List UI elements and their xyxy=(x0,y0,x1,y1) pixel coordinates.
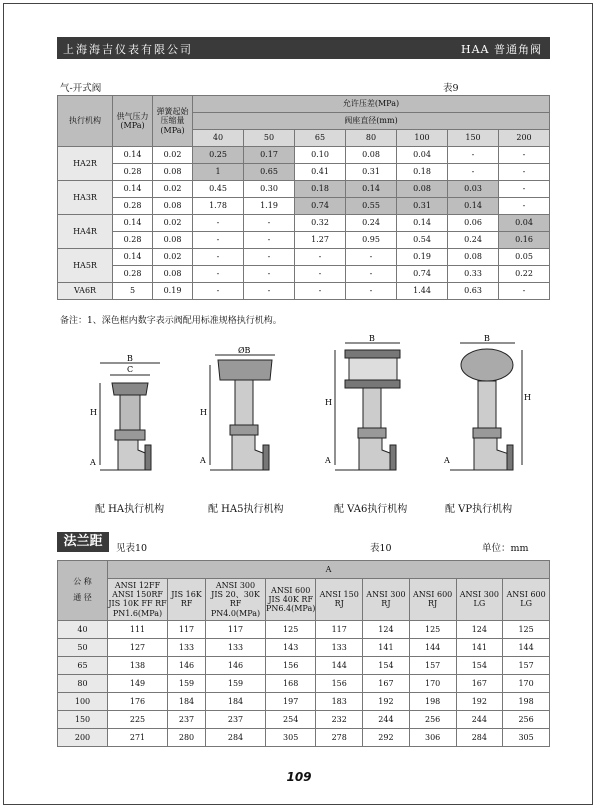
flange-col-header: ANSI 12FF ANSI 150RF JIS 10K FF RF PN1.6(MPa) xyxy=(108,579,168,621)
table-row xyxy=(58,638,550,656)
flange-value-cell: 146 xyxy=(206,656,266,674)
dn-header: 200 xyxy=(499,130,550,147)
flange-value-cell: 192 xyxy=(363,692,410,710)
col-spring-compression: 弹簧起始 压缩量 (MPa) xyxy=(153,96,193,147)
flange-value-cell: 125 xyxy=(266,620,316,638)
flange-value-cell: 256 xyxy=(503,710,550,728)
flange-value-cell: 280 xyxy=(168,728,206,746)
dp-cell: - xyxy=(499,283,550,300)
flange-value-cell: 117 xyxy=(206,620,266,638)
supply-pressure-cell: 0.14 xyxy=(113,181,153,198)
col-A: A xyxy=(108,561,550,579)
table-row xyxy=(58,656,550,674)
caption-ha: 配 HA执行机构 xyxy=(95,504,165,515)
col-actuator: 执行机构 xyxy=(58,96,113,147)
supply-pressure-cell: 0.28 xyxy=(113,198,153,215)
flange-value-cell: 305 xyxy=(503,728,550,746)
col-nominal-dia xyxy=(58,561,108,621)
dp-cell: - xyxy=(346,249,397,266)
dp-cell: 0.14 xyxy=(448,198,499,215)
flange-value-cell: 149 xyxy=(108,674,168,692)
flange-col-header: ANSI 300 LG xyxy=(456,579,503,621)
ha-actuator-drawing xyxy=(90,355,170,480)
table-row xyxy=(58,215,550,232)
flange-col-header: ANSI 600 RJ xyxy=(409,579,456,621)
dp-cell: 0.25 xyxy=(193,147,244,164)
supply-pressure-cell: 0.28 xyxy=(113,266,153,283)
flange-value-cell: 117 xyxy=(316,620,363,638)
dp-cell: - xyxy=(499,181,550,198)
dp-cell: 0.24 xyxy=(346,215,397,232)
series-title: HAA 普通角阀 xyxy=(461,43,542,56)
flange-table xyxy=(57,560,550,747)
actuator-name: VA6R xyxy=(58,283,113,300)
flange-section-title: 法兰距 xyxy=(57,532,109,552)
dp-cell: 0.10 xyxy=(295,147,346,164)
dp-cell: 0.33 xyxy=(448,266,499,283)
dp-cell: 0.08 xyxy=(448,249,499,266)
supply-pressure-cell: 5 xyxy=(113,283,153,300)
flange-value-cell: 156 xyxy=(266,656,316,674)
dp-cell: - xyxy=(346,266,397,283)
page-header xyxy=(57,37,550,59)
dp-cell: 0.04 xyxy=(499,215,550,232)
dp-cell: 1.78 xyxy=(193,198,244,215)
dp-cell: - xyxy=(499,198,550,215)
flange-value-cell: 124 xyxy=(363,620,410,638)
table-row xyxy=(58,728,550,746)
dp-cell: 0.63 xyxy=(448,283,499,300)
flange-value-cell: 292 xyxy=(363,728,410,746)
table9-note: 备注：1、深色框内数字表示阀配用标准规格执行机构。 xyxy=(60,316,282,326)
spring-cell: 0.19 xyxy=(153,283,193,300)
flange-value-cell: 124 xyxy=(456,620,503,638)
dn-header: 40 xyxy=(193,130,244,147)
dp-cell: 0.55 xyxy=(346,198,397,215)
dp-cell: 0.45 xyxy=(193,181,244,198)
flange-col-header: ANSI 600 LG xyxy=(503,579,550,621)
dp-cell: 0.06 xyxy=(448,215,499,232)
flange-value-cell: 197 xyxy=(266,692,316,710)
flange-col-header: ANSI 300 JIS 20、30K RF PN4.0(MPa) xyxy=(206,579,266,621)
dim-B-label-4: B xyxy=(484,334,490,343)
dp-cell: - xyxy=(244,283,295,300)
flange-value-cell: 176 xyxy=(108,692,168,710)
flange-value-cell: 237 xyxy=(206,710,266,728)
flange-value-cell: 167 xyxy=(363,674,410,692)
supply-pressure-cell: 0.28 xyxy=(113,232,153,249)
table-row xyxy=(58,692,550,710)
dp-cell: - xyxy=(346,283,397,300)
dim-C-label: C xyxy=(127,365,134,374)
flange-value-cell: 156 xyxy=(316,674,363,692)
flange-col-header: ANSI 150 RJ xyxy=(316,579,363,621)
table-row xyxy=(58,164,550,181)
flange-value-cell: 170 xyxy=(503,674,550,692)
flange-value-cell: 232 xyxy=(316,710,363,728)
table-row xyxy=(58,198,550,215)
flange-value-cell: 159 xyxy=(206,674,266,692)
flange-value-cell: 125 xyxy=(503,620,550,638)
dp-cell: 0.14 xyxy=(346,181,397,198)
caption-ha5: 配 HA5执行机构 xyxy=(208,504,284,515)
actuator-name: HA2R xyxy=(58,147,113,181)
supply-pressure-cell: 0.14 xyxy=(113,215,153,232)
dp-cell: - xyxy=(193,266,244,283)
flange-value-cell: 244 xyxy=(456,710,503,728)
dp-cell: 0.05 xyxy=(499,249,550,266)
dp-cell: 1.44 xyxy=(397,283,448,300)
table-row xyxy=(58,710,550,728)
flange-value-cell: 306 xyxy=(409,728,456,746)
unit-label: 单位：mm xyxy=(482,543,529,554)
dp-cell: 0.03 xyxy=(448,181,499,198)
vp-actuator-drawing xyxy=(440,335,530,480)
flange-value-cell: 141 xyxy=(456,638,503,656)
dp-cell: - xyxy=(244,249,295,266)
flange-value-cell: 154 xyxy=(456,656,503,674)
table-row xyxy=(58,249,550,266)
dp-cell: 0.18 xyxy=(397,164,448,181)
table9-title: 气-开式阀 xyxy=(60,83,102,94)
flange-value-cell: 117 xyxy=(168,620,206,638)
dp-cell: 0.08 xyxy=(397,181,448,198)
dim-A-label-4: A xyxy=(444,456,450,465)
spring-cell: 0.08 xyxy=(153,164,193,181)
flange-value-cell: 141 xyxy=(363,638,410,656)
dp-cell: 0.14 xyxy=(397,215,448,232)
table9-label: 表9 xyxy=(443,83,459,94)
dp-cell: 0.19 xyxy=(397,249,448,266)
flange-value-cell: 133 xyxy=(316,638,363,656)
dim-B-label-3: B xyxy=(369,334,375,343)
flange-value-cell: 133 xyxy=(206,638,266,656)
ha5-actuator-drawing xyxy=(200,345,285,480)
dp-cell: - xyxy=(295,283,346,300)
flange-value-cell: 271 xyxy=(108,728,168,746)
spring-cell: 0.02 xyxy=(153,181,193,198)
flange-value-cell: 146 xyxy=(168,656,206,674)
flange-value-cell: 278 xyxy=(316,728,363,746)
dim-H-label-3: H xyxy=(325,398,332,407)
flange-value-cell: 183 xyxy=(316,692,363,710)
dp-cell: - xyxy=(193,215,244,232)
dp-cell: - xyxy=(244,215,295,232)
dp-cell: 0.24 xyxy=(448,232,499,249)
pressure-table xyxy=(57,95,550,300)
dim-A-label-2: A xyxy=(200,456,206,465)
dp-cell: 0.18 xyxy=(295,181,346,198)
actuator-name: HA4R xyxy=(58,215,113,249)
dp-cell: 0.41 xyxy=(295,164,346,181)
dim-A-label-3: A xyxy=(325,456,331,465)
supply-pressure-cell: 0.14 xyxy=(113,249,153,266)
flange-col-header: ANSI 300 RJ xyxy=(363,579,410,621)
dim-H-label-4: H xyxy=(524,393,531,402)
col-dia-text: 通 径 xyxy=(73,593,92,603)
flange-col-header: ANSI 600 JIS 40K RF PN6.4(MPa) xyxy=(266,579,316,621)
dp-cell: 0.74 xyxy=(397,266,448,283)
dim-H-label: H xyxy=(90,408,97,417)
nominal-dia-cell: 65 xyxy=(58,656,108,674)
dp-cell: 0.31 xyxy=(397,198,448,215)
caption-vp: 配 VP执行机构 xyxy=(445,504,513,515)
dp-cell: 0.17 xyxy=(244,147,295,164)
table-row xyxy=(58,232,550,249)
company-name: 上海海吉仪表有限公司 xyxy=(63,43,193,56)
caption-va6: 配 VA6执行机构 xyxy=(334,504,408,515)
dp-cell: - xyxy=(448,147,499,164)
flange-value-cell: 125 xyxy=(409,620,456,638)
nominal-dia-cell: 150 xyxy=(58,710,108,728)
table-row xyxy=(58,147,550,164)
flange-value-cell: 225 xyxy=(108,710,168,728)
flange-value-cell: 144 xyxy=(316,656,363,674)
dp-cell: 0.30 xyxy=(244,181,295,198)
dp-cell: 0.31 xyxy=(346,164,397,181)
flange-value-cell: 237 xyxy=(168,710,206,728)
flange-value-cell: 133 xyxy=(168,638,206,656)
dp-cell: 0.22 xyxy=(499,266,550,283)
va6-actuator-drawing xyxy=(325,335,410,480)
spring-cell: 0.08 xyxy=(153,232,193,249)
col-nominal-text: 公 称 xyxy=(73,577,92,587)
col-allowable-dp: 允许压差(MPa) xyxy=(193,96,550,113)
flange-value-cell: 256 xyxy=(409,710,456,728)
dp-cell: - xyxy=(295,249,346,266)
dp-cell: 0.04 xyxy=(397,147,448,164)
dp-cell: - xyxy=(244,232,295,249)
col-seat-diameter: 阀座直径(mm) xyxy=(193,113,550,130)
flange-value-cell: 244 xyxy=(363,710,410,728)
nominal-dia-cell: 50 xyxy=(58,638,108,656)
spring-cell: 0.08 xyxy=(153,198,193,215)
spring-cell: 0.02 xyxy=(153,249,193,266)
nominal-dia-cell: 80 xyxy=(58,674,108,692)
flange-value-cell: 198 xyxy=(503,692,550,710)
nominal-dia-cell: 200 xyxy=(58,728,108,746)
actuator-name: HA3R xyxy=(58,181,113,215)
flange-value-cell: 305 xyxy=(266,728,316,746)
supply-pressure-cell: 0.28 xyxy=(113,164,153,181)
dn-header: 100 xyxy=(397,130,448,147)
dim-OB-label: ØB xyxy=(238,346,251,355)
flange-value-cell: 284 xyxy=(456,728,503,746)
dp-cell: 0.08 xyxy=(346,147,397,164)
flange-value-cell: 157 xyxy=(503,656,550,674)
nominal-dia-cell: 40 xyxy=(58,620,108,638)
flange-value-cell: 144 xyxy=(503,638,550,656)
page-number: 109 xyxy=(286,770,312,784)
flange-col-header: JIS 16K RF xyxy=(168,579,206,621)
table10-label: 表10 xyxy=(370,543,392,554)
dp-cell: - xyxy=(499,164,550,181)
dim-B-label: B xyxy=(127,354,133,363)
dp-cell: 0.54 xyxy=(397,232,448,249)
flange-value-cell: 184 xyxy=(206,692,266,710)
dp-cell: 0.74 xyxy=(295,198,346,215)
dp-cell: - xyxy=(193,283,244,300)
table-row xyxy=(58,674,550,692)
actuator-name: HA5R xyxy=(58,249,113,283)
flange-value-cell: 159 xyxy=(168,674,206,692)
dp-cell: - xyxy=(499,147,550,164)
flange-value-cell: 157 xyxy=(409,656,456,674)
flange-value-cell: 254 xyxy=(266,710,316,728)
flange-value-cell: 170 xyxy=(409,674,456,692)
col-supply-pressure: 供气压力 (MPa) xyxy=(113,96,153,147)
flange-value-cell: 167 xyxy=(456,674,503,692)
dn-header: 80 xyxy=(346,130,397,147)
dp-cell: 0.32 xyxy=(295,215,346,232)
dp-cell: - xyxy=(193,232,244,249)
spring-cell: 0.08 xyxy=(153,266,193,283)
dp-cell: 1.19 xyxy=(244,198,295,215)
flange-value-cell: 154 xyxy=(363,656,410,674)
dn-header: 65 xyxy=(295,130,346,147)
table-row xyxy=(58,266,550,283)
flange-value-cell: 168 xyxy=(266,674,316,692)
flange-value-cell: 144 xyxy=(409,638,456,656)
dp-cell: - xyxy=(244,266,295,283)
flange-value-cell: 138 xyxy=(108,656,168,674)
spring-cell: 0.02 xyxy=(153,215,193,232)
flange-value-cell: 111 xyxy=(108,620,168,638)
spring-cell: 0.02 xyxy=(153,147,193,164)
flange-value-cell: 284 xyxy=(206,728,266,746)
dim-A-label: A xyxy=(90,458,96,467)
dp-cell: - xyxy=(448,164,499,181)
dp-cell: 0.16 xyxy=(499,232,550,249)
supply-pressure-cell: 0.14 xyxy=(113,147,153,164)
flange-value-cell: 127 xyxy=(108,638,168,656)
dp-cell: 0.95 xyxy=(346,232,397,249)
table-row xyxy=(58,283,550,300)
dp-cell: - xyxy=(193,249,244,266)
flange-value-cell: 184 xyxy=(168,692,206,710)
dim-H-label-2: H xyxy=(200,408,207,417)
dp-cell: 1 xyxy=(193,164,244,181)
nominal-dia-cell: 100 xyxy=(58,692,108,710)
table-row xyxy=(58,181,550,198)
flange-see-table: 见表10 xyxy=(116,543,148,554)
table-row xyxy=(58,620,550,638)
dp-cell: 0.65 xyxy=(244,164,295,181)
dp-cell: 1.27 xyxy=(295,232,346,249)
flange-value-cell: 143 xyxy=(266,638,316,656)
dn-header: 50 xyxy=(244,130,295,147)
dn-header: 150 xyxy=(448,130,499,147)
flange-value-cell: 192 xyxy=(456,692,503,710)
flange-value-cell: 198 xyxy=(409,692,456,710)
dp-cell: - xyxy=(295,266,346,283)
